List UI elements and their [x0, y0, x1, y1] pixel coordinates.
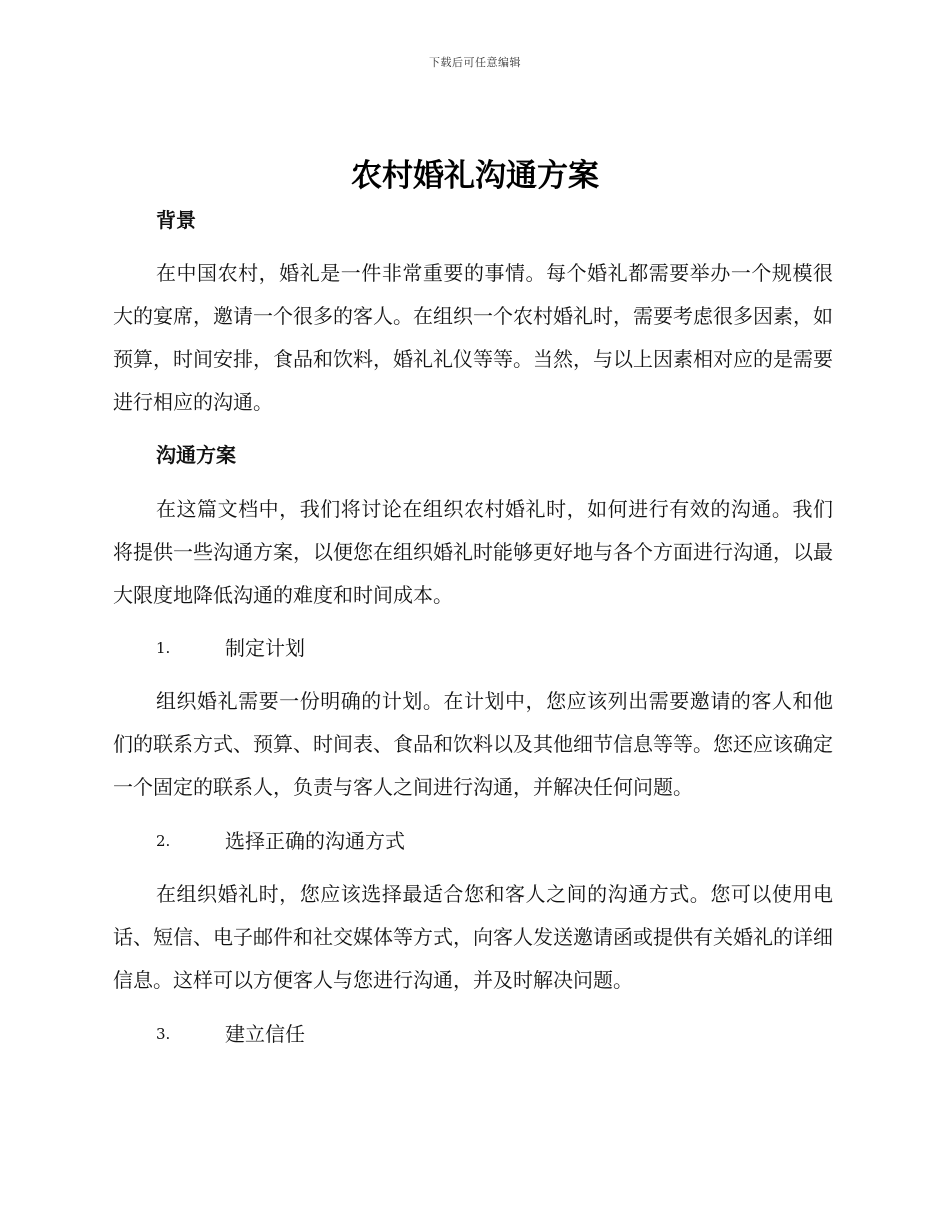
section-heading-background: 背景 — [156, 208, 196, 232]
document-body — [113, 199, 833, 1055]
list-number: 2. — [156, 832, 171, 850]
section-heading-plan: 沟通方案 — [156, 443, 236, 467]
list-item-3 — [113, 1013, 833, 1055]
list-number: 3. — [156, 1025, 171, 1043]
paragraph-item-1: 组织婚礼需要一份明确的计划。在计划中，您应该列出需要邀请的客人和他们的联系方式、预算、时间表、食品和饮料以及其他细节信息等等。您还应该确定一个固定的联系人，负责与客人之间进行沟通，并解决任何问题。 — [113, 689, 833, 799]
list-item-1 — [113, 627, 833, 669]
list-item-2 — [113, 820, 833, 862]
paragraph-item-2: 在组织婚礼时，您应该选择最适合您和客人之间的沟通方式。您可以使用电话、短信、电子邮件和社交媒体等方式，向客人发送邀请函或提供有关婚礼的详细信息。这样可以方便客人与您进行沟通，并及时解决问题。 — [113, 882, 833, 992]
list-item-title: 制定计划 — [225, 636, 305, 660]
list-item-title: 选择正确的沟通方式 — [225, 829, 405, 853]
list-item-title: 建立信任 — [225, 1022, 305, 1046]
list-number: 1. — [156, 639, 171, 657]
paragraph-background: 在中国农村，婚礼是一件非常重要的事情。每个婚礼都需要举办一个规模很大的宴席，邀请一个很多的客人。在组织一个农村婚礼时，需要考虑很多因素，如预算，时间安排，食品和饮料，婚礼礼仪等等。当然，与以上因素相对应的是需要进行相应的沟通。 — [113, 261, 833, 414]
paragraph-plan-intro: 在这篇文档中，我们将讨论在组织农村婚礼时，如何进行有效的沟通。我们将提供一些沟通方案，以便您在组织婚礼时能够更好地与各个方面进行沟通，以最大限度地降低沟通的难度和时间成本。 — [113, 497, 833, 607]
document-title: 农村婚礼沟通方案 — [351, 158, 599, 194]
page-header-note: 下载后可任意编辑 — [429, 56, 521, 69]
